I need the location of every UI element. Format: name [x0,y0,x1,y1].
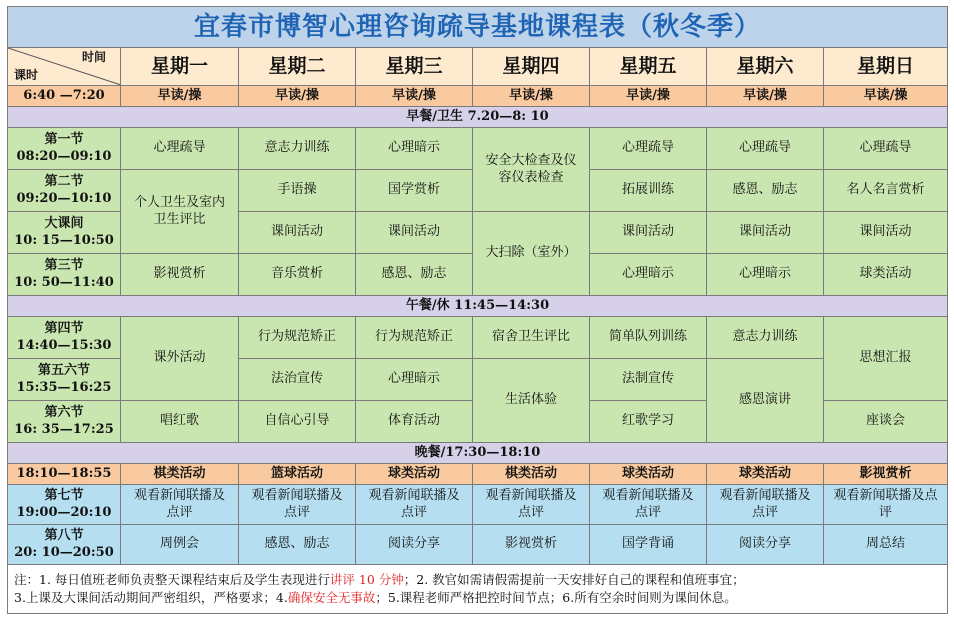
wed-p56: 心理暗示 [356,359,473,401]
thu-afternoon-b: 生活体验 [473,359,590,443]
mon-afternoon-a: 课外活动 [121,317,239,401]
day-header-mon: 星期一 [121,48,239,86]
p8-fri: 国学背诵 [590,525,707,565]
period-3: 第三节 10: 50—11:40 [8,254,121,296]
big-break: 大课间 10: 15—10:50 [8,212,121,254]
mon-p6: 唱红歌 [121,401,239,443]
p8-sat: 阅读分享 [707,525,824,565]
day-header-fri: 星期五 [590,48,707,86]
thu-p4: 宿舍卫生评比 [473,317,590,359]
early-time: 6:40 —7:20 [8,86,121,107]
news-cell: 观看新闻联播及点评 [590,485,707,525]
wed-p4: 行为规范矫正 [356,317,473,359]
tue-p2: 手语操 [239,170,356,212]
lunch-banner: 午餐/休 11:45—14:30 [8,296,948,317]
p8-wed: 阅读分享 [356,525,473,565]
evening-sat: 球类活动 [707,464,824,485]
p8-mon: 周例会 [121,525,239,565]
news-cell: 观看新闻联播及点评 [707,485,824,525]
early-cell: 早读/操 [473,86,590,107]
period-8: 第八节 20: 10—20:50 [8,525,121,565]
period-1: 第一节 08:20—09:10 [8,128,121,170]
p8-tue: 感恩、励志 [239,525,356,565]
tue-p56: 法治宣传 [239,359,356,401]
evening-wed: 球类活动 [356,464,473,485]
evening-tue: 篮球活动 [239,464,356,485]
wed-p6: 体育活动 [356,401,473,443]
early-cell: 早读/操 [356,86,473,107]
sun-brk: 课间活动 [824,212,948,254]
early-cell: 早读/操 [121,86,239,107]
corner-header [8,48,121,86]
mon-p3: 影视赏析 [121,254,239,296]
wed-p2: 国学赏析 [356,170,473,212]
evening-fri: 球类活动 [590,464,707,485]
fri-p4: 简单队列训练 [590,317,707,359]
sat-p3: 心理暗示 [707,254,824,296]
early-cell: 早读/操 [239,86,356,107]
sun-p6: 座谈会 [824,401,948,443]
sat-brk: 课间活动 [707,212,824,254]
sun-afternoon-a: 思想汇报 [824,317,948,401]
wed-p1: 心理暗示 [356,128,473,170]
period-4: 第四节 14:40—15:30 [8,317,121,359]
period-2: 第二节 09:20—10:10 [8,170,121,212]
wed-brk: 课间活动 [356,212,473,254]
period-5-6: 第五六节 15:35—16:25 [8,359,121,401]
tue-p4: 行为规范矫正 [239,317,356,359]
sat-afternoon-b: 感恩演讲 [707,359,824,443]
early-cell: 早读/操 [590,86,707,107]
p8-sun: 周总结 [824,525,948,565]
news-cell: 观看新闻联播及点评 [356,485,473,525]
mon-p2: 个人卫生及室内卫生评比 [121,170,239,254]
fri-p56: 法制宣传 [590,359,707,401]
evening-sun: 影视赏析 [824,464,948,485]
page-title: 宜春市博智心理咨询疏导基地课程表（秋冬季） [8,7,948,48]
corner-time-label: 时间 [81,50,106,64]
day-header-sat: 星期六 [707,48,824,86]
fri-p3: 心理暗示 [590,254,707,296]
schedule-table [7,6,948,614]
corner-period-label: 课时 [14,68,39,82]
evening-thu: 棋类活动 [473,464,590,485]
fri-p6: 红歌学习 [590,401,707,443]
tue-p3: 音乐赏析 [239,254,356,296]
fri-p2: 拓展训练 [590,170,707,212]
wed-p3: 感恩、励志 [356,254,473,296]
news-cell: 观看新闻联播及点评 [121,485,239,525]
sat-p1: 心理疏导 [707,128,824,170]
fri-p1: 心理疏导 [590,128,707,170]
sat-p4: 意志力训练 [707,317,824,359]
period-6: 第六节 16: 35—17:25 [8,401,121,443]
tue-p6: 自信心引导 [239,401,356,443]
sun-p2: 名人名言赏析 [824,170,948,212]
fri-brk: 课间活动 [590,212,707,254]
news-cell: 观看新闻联播及点评 [824,485,948,525]
notes: 注：1. 每日值班老师负责整天课程结束后及学生表现进行讲评 10 分钟；2. 教官如需请假需提前一天安排好自己的课程和值班事宜； 3.上课及大课间活动期间严密组织，严格要求；4.确保安全无事故；5.课程老师严格把控时间节点；6.所有空余时间则为课间休息。 [8,565,948,614]
period-7: 第七节 19:00—20:10 [8,485,121,525]
day-header-wed: 星期三 [356,48,473,86]
dinner-banner: 晚餐/17:30—18:10 [8,443,948,464]
thu-morning-a: 安全大检查及仪容仪表检查 [473,128,590,212]
mon-p1: 心理疏导 [121,128,239,170]
evening-mon: 棋类活动 [121,464,239,485]
sun-p3: 球类活动 [824,254,948,296]
early-cell: 早读/操 [707,86,824,107]
tue-p1: 意志力训练 [239,128,356,170]
news-cell: 观看新闻联播及点评 [473,485,590,525]
schedule-container [7,6,947,614]
evening-time-1: 18:10—18:55 [8,464,121,485]
day-header-thu: 星期四 [473,48,590,86]
sun-p1: 心理疏导 [824,128,948,170]
tue-brk: 课间活动 [239,212,356,254]
early-cell: 早读/操 [824,86,948,107]
sat-p2: 感恩、励志 [707,170,824,212]
day-header-sun: 星期日 [824,48,948,86]
breakfast-banner: 早餐/卫生 7.20—8: 10 [8,107,948,128]
news-cell: 观看新闻联播及点评 [239,485,356,525]
day-header-tue: 星期二 [239,48,356,86]
p8-thu: 影视赏析 [473,525,590,565]
thu-morning-b: 大扫除（室外） [473,212,590,296]
